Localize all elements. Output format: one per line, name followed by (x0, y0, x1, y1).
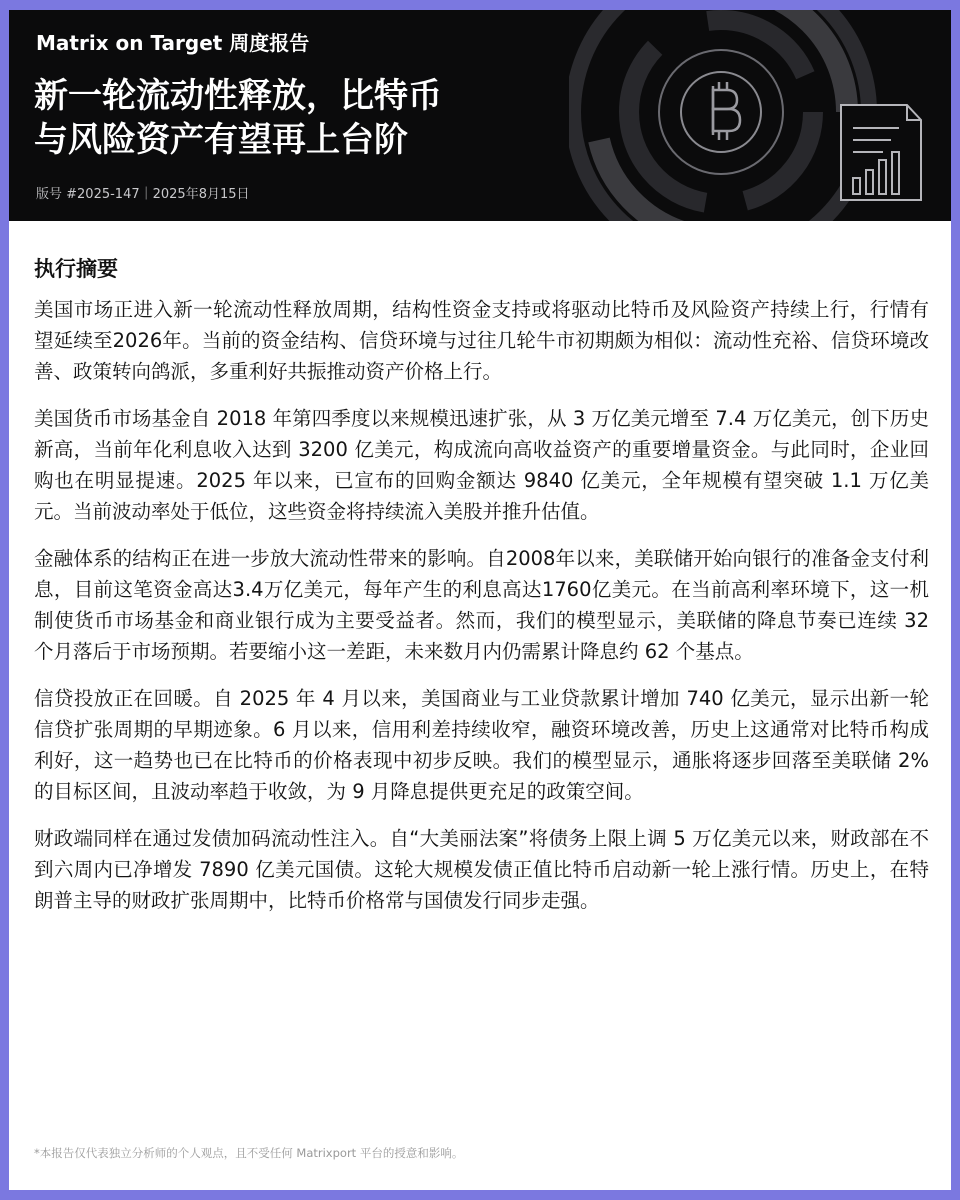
summary-paragraph-2: 美国货币市场基金自 2018 年第四季度以来规模迅速扩张，从 3 万亿美元增至 7.4 万亿美元，创下历史新高，当前年化利息收入达到 3200 亿美元，构成流向高收益资产的重要增量资金。与此同时，企业回购也在明显提速。2025 年以来，已宣布的回购金额达 9840 亿美元，全年规模有望突破 1.1 万亿美元。当前波动率处于低位，这些资金将持续流入美股并推升估值。 (34, 407, 929, 523)
disclaimer-footnote: *本报告仅代表独立分析师的个人观点，且不受任何 Matrixport 平台的授意和影响。 (34, 1146, 464, 1160)
report-title-line-2: 与风险资产有望再上台阶 (34, 120, 408, 160)
report-title (34, 74, 442, 162)
report-meta: 版号 #2025-147｜2025年8月15日 (36, 187, 250, 202)
summary-paragraph-1: 美国市场正进入新一轮流动性释放周期，结构性资金支持或将驱动比特币及风险资产持续上行，行情有望延续至2026年。当前的资金结构、信贷环境与过往几轮牛市初期颇为相似：流动性充裕、信贷环境改善、政策转向鸽派，多重利好共振推动资产价格上行。 (34, 298, 929, 383)
bitcoin-rings-graphic (569, 10, 951, 221)
report-header (9, 10, 951, 221)
bitcoin-icon (713, 82, 740, 140)
report-body (34, 254, 929, 932)
summary-paragraph-3: 金融体系的结构正在进一步放大流动性带来的影响。自2008年以来，美联储开始向银行的准备金支付利息，目前这笔资金高达3.4万亿美元，每年产生的利息高达1760亿美元。在当前高利率环境下，这一机制使货币市场基金和商业银行成为主要受益者。然而，我们的模型显示，美联储的降息节奏已连续 32 个月落后于市场预期。若要缩小这一差距，未来数月内仍需累计降息约 62 个基点。 (34, 547, 929, 663)
section-title: 执行摘要 (34, 257, 118, 281)
report-chart-icon (841, 105, 921, 200)
report-brand: Matrix on Target 周度报告 (36, 31, 310, 55)
report-card (9, 10, 951, 1190)
summary-paragraph-5: 财政端同样在通过发债加码流动性注入。自“大美丽法案”将债务上限上调 5 万亿美元以来，财政部在不到六周内已净增发 7890 亿美元国债。这轮大规模发债正值比特币启动新一轮上涨行情。历史上，在特朗普主导的财政扩张周期中，比特币价格常与国债发行同步走强。 (34, 827, 929, 912)
report-title-line-1: 新一轮流动性释放，比特币 (34, 76, 442, 116)
summary-paragraph-4: 信贷投放正在回暖。自 2025 年 4 月以来，美国商业与工业贷款累计增加 740 亿美元，显示出新一轮信贷扩张周期的早期迹象。6 月以来，信用利差持续收窄，融资环境改善，历史上这通常对比特币构成利好，这一趋势也已在比特币的价格表现中初步反映。我们的模型显示，通胀将逐步回落至美联储 2% 的目标区间，且波动率趋于收敛，为 9 月降息提供更充足的政策空间。 (34, 687, 929, 803)
